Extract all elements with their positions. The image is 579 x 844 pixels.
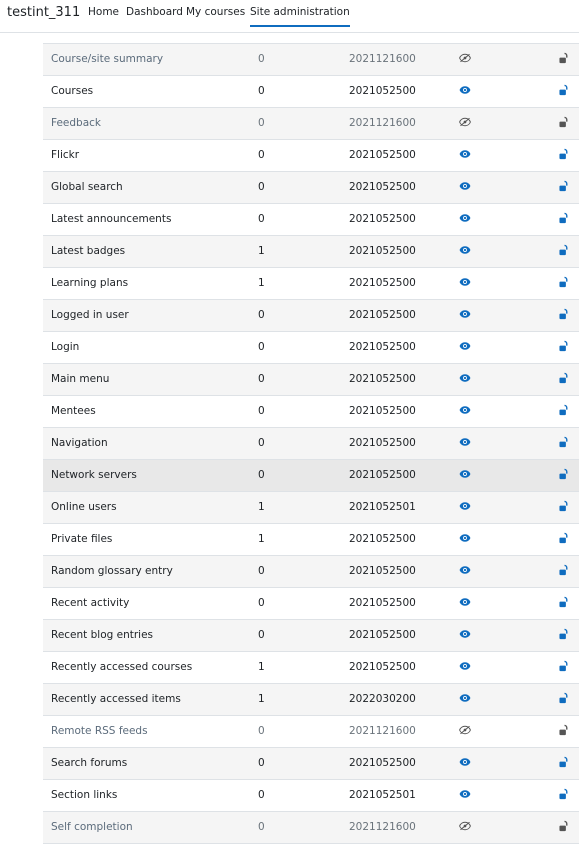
block-name: Recent activity: [51, 597, 130, 609]
block-version: 2021052500: [349, 629, 416, 641]
unlock-icon[interactable]: [559, 244, 571, 258]
block-version: 2021052500: [349, 277, 416, 289]
block-version: 2021052500: [349, 245, 416, 257]
block-instance-count: 0: [258, 117, 265, 129]
unlock-icon[interactable]: [559, 212, 571, 226]
block-instance-count: 0: [258, 565, 265, 577]
block-name: Main menu: [51, 373, 110, 385]
unlock-icon[interactable]: [559, 372, 571, 386]
table-row: [43, 620, 579, 652]
block-instance-count: 1: [258, 533, 265, 545]
table-row: [43, 652, 579, 684]
unlock-icon[interactable]: [559, 564, 571, 578]
eye-slash-icon[interactable]: [459, 821, 472, 834]
block-version: 2021052500: [349, 149, 416, 161]
block-name: Courses: [51, 85, 94, 97]
block-version: 2021052500: [349, 437, 416, 449]
eye-icon[interactable]: [459, 213, 472, 226]
block-instance-count: 0: [258, 469, 265, 481]
table-body: [43, 44, 579, 844]
block-instance-count: 0: [258, 597, 265, 609]
block-version: 2021052500: [349, 661, 416, 673]
unlock-icon[interactable]: [559, 276, 571, 290]
unlock-icon[interactable]: [559, 500, 571, 514]
block-instance-count: 1: [258, 501, 265, 513]
table-row: [43, 268, 579, 300]
eye-icon[interactable]: [459, 309, 472, 322]
table-row: [43, 684, 579, 716]
block-name: Network servers: [51, 469, 137, 481]
eye-icon[interactable]: [459, 565, 472, 578]
eye-icon[interactable]: [459, 597, 472, 610]
table-row: [43, 364, 579, 396]
unlock-icon[interactable]: [559, 820, 571, 834]
unlock-icon[interactable]: [559, 436, 571, 450]
block-version: 2021052501: [349, 501, 416, 513]
table-row: [43, 76, 579, 108]
unlock-icon[interactable]: [559, 468, 571, 482]
block-version: 2021052500: [349, 373, 416, 385]
table-row: [43, 524, 579, 556]
unlock-icon[interactable]: [559, 308, 571, 322]
eye-icon[interactable]: [459, 149, 472, 162]
unlock-icon[interactable]: [559, 660, 571, 674]
nav-dashboard[interactable]: Dashboard: [126, 6, 183, 18]
site-brand[interactable]: testint_311: [7, 5, 81, 20]
table-row: [43, 236, 579, 268]
eye-icon[interactable]: [459, 85, 472, 98]
block-instance-count: 1: [258, 277, 265, 289]
block-version: 2021052500: [349, 597, 416, 609]
eye-icon[interactable]: [459, 245, 472, 258]
unlock-icon[interactable]: [559, 180, 571, 194]
eye-icon[interactable]: [459, 341, 472, 354]
block-name: Feedback: [51, 117, 102, 129]
block-version: 2021052500: [349, 405, 416, 417]
table-row: [43, 108, 579, 140]
eye-icon[interactable]: [459, 405, 472, 418]
table-row: [43, 780, 579, 812]
eye-slash-icon[interactable]: [459, 117, 472, 130]
block-name: Self completion: [51, 821, 133, 833]
eye-icon[interactable]: [459, 757, 472, 770]
unlock-icon[interactable]: [559, 532, 571, 546]
block-name: Latest announcements: [51, 213, 172, 225]
block-instance-count: 0: [258, 309, 265, 321]
eye-icon[interactable]: [459, 533, 472, 546]
nav-site-administration[interactable]: Site administration: [250, 6, 350, 27]
block-name: Remote RSS feeds: [51, 725, 148, 737]
unlock-icon[interactable]: [559, 756, 571, 770]
table-row: [43, 428, 579, 460]
block-version: 2021052500: [349, 565, 416, 577]
unlock-icon[interactable]: [559, 628, 571, 642]
block-name: Random glossary entry: [51, 565, 173, 577]
block-instance-count: 0: [258, 629, 265, 641]
block-name: Login: [51, 341, 80, 353]
block-name: Global search: [51, 181, 123, 193]
blocks-table: [43, 33, 579, 844]
table-row: [43, 492, 579, 524]
block-version: 2021052500: [349, 213, 416, 225]
block-name: Private files: [51, 533, 113, 545]
block-version: 2021121600: [349, 53, 416, 65]
table-row: [43, 812, 579, 844]
block-version: 2021121600: [349, 725, 416, 737]
eye-icon[interactable]: [459, 661, 472, 674]
unlock-icon[interactable]: [559, 788, 571, 802]
block-version: 2021052500: [349, 181, 416, 193]
nav-my-courses[interactable]: My courses: [186, 6, 246, 18]
table-row: [43, 300, 579, 332]
block-name: Online users: [51, 501, 117, 513]
unlock-icon[interactable]: [559, 596, 571, 610]
eye-icon[interactable]: [459, 693, 472, 706]
unlock-icon[interactable]: [559, 148, 571, 162]
unlock-icon[interactable]: [559, 116, 571, 130]
block-name: Navigation: [51, 437, 108, 449]
table-row: [43, 204, 579, 236]
block-instance-count: 0: [258, 85, 265, 97]
eye-icon[interactable]: [459, 373, 472, 386]
eye-icon[interactable]: [459, 277, 472, 290]
eye-slash-icon[interactable]: [459, 53, 472, 66]
block-version: 2021052500: [349, 341, 416, 353]
table-row: [43, 556, 579, 588]
block-version: 2021052500: [349, 757, 416, 769]
block-version: 2021052500: [349, 309, 416, 321]
table-row: [43, 396, 579, 428]
table-row: [43, 460, 579, 492]
table-row: [43, 716, 579, 748]
eye-slash-icon[interactable]: [459, 725, 472, 738]
block-instance-count: 0: [258, 437, 265, 449]
block-instance-count: 0: [258, 53, 265, 65]
block-version: 2021121600: [349, 821, 416, 833]
eye-icon[interactable]: [459, 469, 472, 482]
block-instance-count: 0: [258, 789, 265, 801]
eye-icon[interactable]: [459, 501, 472, 514]
block-name: Latest badges: [51, 245, 126, 257]
unlock-icon[interactable]: [559, 340, 571, 354]
block-name: Learning plans: [51, 277, 129, 289]
block-instance-count: 0: [258, 373, 265, 385]
eye-icon[interactable]: [459, 629, 472, 642]
block-instance-count: 0: [258, 821, 265, 833]
block-name: Mentees: [51, 405, 96, 417]
unlock-icon[interactable]: [559, 84, 571, 98]
block-instance-count: 0: [258, 181, 265, 193]
eye-icon[interactable]: [459, 181, 472, 194]
block-instance-count: 0: [258, 213, 265, 225]
block-version: 2021121600: [349, 117, 416, 129]
block-name: Recent blog entries: [51, 629, 154, 641]
block-name: Flickr: [51, 149, 80, 161]
top-navbar: [0, 0, 579, 33]
table-row: [43, 588, 579, 620]
table-header-remnant: [43, 33, 579, 44]
block-instance-count: 0: [258, 757, 265, 769]
block-instance-count: 1: [258, 693, 265, 705]
block-name: Section links: [51, 789, 118, 801]
table-row: [43, 748, 579, 780]
unlock-icon[interactable]: [559, 692, 571, 706]
block-instance-count: 0: [258, 341, 265, 353]
block-version: 2022030200: [349, 693, 416, 705]
block-instance-count: 0: [258, 405, 265, 417]
unlock-icon[interactable]: [559, 52, 571, 66]
table-row: [43, 172, 579, 204]
block-name: Search forums: [51, 757, 128, 769]
table-row: [43, 44, 579, 76]
block-name: Recently accessed courses: [51, 661, 193, 673]
block-version: 2021052500: [349, 533, 416, 545]
block-version: 2021052500: [349, 85, 416, 97]
table-row: [43, 332, 579, 364]
block-name: Course/site summary: [51, 53, 164, 65]
nav-home[interactable]: Home: [88, 6, 120, 18]
eye-icon[interactable]: [459, 437, 472, 450]
block-instance-count: 1: [258, 245, 265, 257]
block-version: 2021052500: [349, 469, 416, 481]
block-name: Recently accessed items: [51, 693, 181, 705]
block-instance-count: 0: [258, 149, 265, 161]
eye-icon[interactable]: [459, 789, 472, 802]
table-row: [43, 140, 579, 172]
unlock-icon[interactable]: [559, 404, 571, 418]
block-instance-count: 1: [258, 661, 265, 673]
block-version: 2021052501: [349, 789, 416, 801]
block-name: Logged in user: [51, 309, 129, 321]
unlock-icon[interactable]: [559, 724, 571, 738]
block-instance-count: 0: [258, 725, 265, 737]
